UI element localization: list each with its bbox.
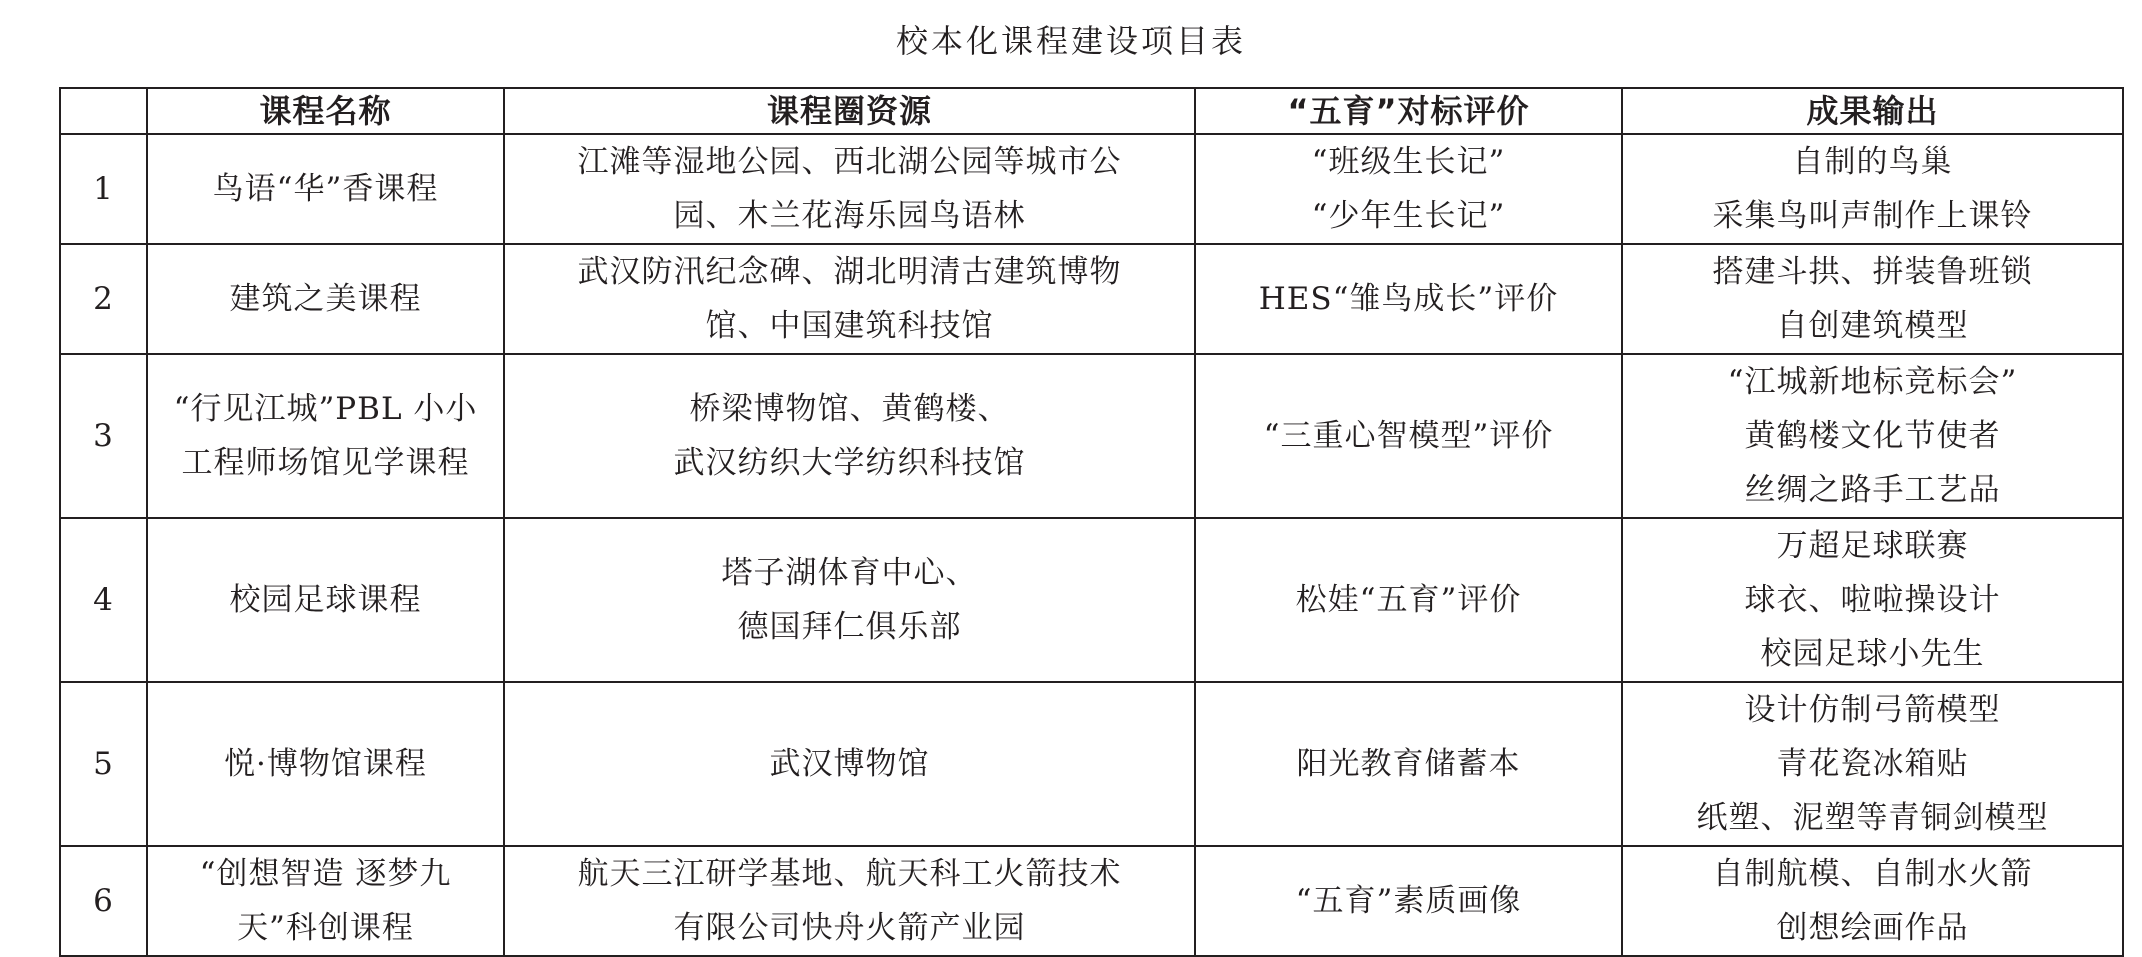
resources-line: 馆、中国建筑科技馆 <box>705 308 994 344</box>
table-row <box>60 244 2123 354</box>
course-name-cell <box>147 518 504 682</box>
resources-line: 有限公司快舟火箭产业园 <box>673 910 1026 946</box>
evaluation-cell <box>1195 846 1622 956</box>
resources-cell <box>504 846 1195 956</box>
table-row <box>60 518 2123 682</box>
header-resources: 课程圈资源 <box>504 88 1195 134</box>
output-line: 创想绘画作品 <box>1776 910 1969 946</box>
output-line: 校园足球小先生 <box>1760 636 1985 672</box>
header-course-name: 课程名称 <box>147 88 504 134</box>
resources-line: 航天三江研学基地、航天科工火箭技术 <box>577 856 1122 892</box>
resources-cell <box>504 682 1195 846</box>
output-line: 自制航模、自制水火箭 <box>1712 856 2033 892</box>
row-number: 3 <box>60 354 147 518</box>
resources-line: 塔子湖体育中心、 <box>721 555 978 591</box>
resources-cell <box>504 134 1195 244</box>
output-line: 黄鹤楼文化节使者 <box>1744 418 2001 454</box>
evaluation-line: HES“雏鸟成长”评价 <box>1258 281 1559 317</box>
evaluation-line: “五育”素质画像 <box>1295 883 1522 919</box>
row-number: 5 <box>60 682 147 846</box>
resources-line: 桥梁博物馆、黄鹤楼、 <box>689 391 1010 427</box>
page-title: 校本化课程建设项目表 <box>895 22 1246 60</box>
course-name-cell <box>147 134 504 244</box>
output-line: 设计仿制弓箭模型 <box>1744 692 2001 728</box>
course-name-line: 天”科创课程 <box>237 910 414 946</box>
table-header-row <box>60 88 2123 134</box>
output-line: 自制的鸟巢 <box>1792 144 1953 180</box>
output-line: 万超足球联赛 <box>1776 528 1969 564</box>
resources-cell <box>504 518 1195 682</box>
table-row <box>60 682 2123 846</box>
output-line: 采集鸟叫声制作上课铃 <box>1712 198 2033 234</box>
output-line: 自创建筑模型 <box>1776 308 1969 344</box>
resources-line: 武汉博物馆 <box>769 746 930 782</box>
table-row <box>60 134 2123 244</box>
evaluation-line: “少年生长记” <box>1311 198 1506 234</box>
output-line: 搭建斗拱、拼装鲁班锁 <box>1712 254 2033 290</box>
output-line: 青花瓷冰箱贴 <box>1776 746 1969 782</box>
header-evaluation: “五育”对标评价 <box>1195 88 1622 134</box>
evaluation-cell <box>1195 518 1622 682</box>
evaluation-cell <box>1195 354 1622 518</box>
course-name-cell <box>147 682 504 846</box>
output-line: 纸塑、泥塑等青铜剑模型 <box>1696 800 2049 836</box>
outputs-cell <box>1622 846 2123 956</box>
resources-line: 德国拜仁俱乐部 <box>737 609 962 645</box>
course-name-line: 工程师场馆见学课程 <box>181 445 470 481</box>
course-name-cell <box>147 354 504 518</box>
header-outputs: 成果输出 <box>1622 88 2123 134</box>
evaluation-cell <box>1195 244 1622 354</box>
resources-line: 江滩等湿地公园、西北湖公园等城市公 <box>577 144 1122 180</box>
row-number: 4 <box>60 518 147 682</box>
evaluation-line: “三重心智模型”评价 <box>1263 418 1554 454</box>
course-table <box>59 87 2124 957</box>
course-name-cell <box>147 846 504 956</box>
header-index <box>60 88 147 134</box>
outputs-cell <box>1622 682 2123 846</box>
row-number: 1 <box>60 134 147 244</box>
course-name-cell <box>147 244 504 354</box>
table-row <box>60 354 2123 518</box>
row-number: 6 <box>60 846 147 956</box>
evaluation-line: “班级生长记” <box>1311 144 1506 180</box>
course-name-line: 悦·博物馆课程 <box>224 746 427 782</box>
resources-line: 武汉防汛纪念碑、湖北明清古建筑博物 <box>577 254 1122 290</box>
table-row <box>60 846 2123 956</box>
outputs-cell <box>1622 134 2123 244</box>
evaluation-line: 阳光教育储蓄本 <box>1296 746 1521 782</box>
course-name-line: “创想智造 逐梦九 <box>199 856 452 892</box>
resources-line: 武汉纺织大学纺织科技馆 <box>673 445 1026 481</box>
course-name-line: 鸟语“华”香课程 <box>212 171 439 207</box>
evaluation-line: 松娃“五育”评价 <box>1295 582 1522 618</box>
resources-cell <box>504 244 1195 354</box>
course-name-line: “行见江城”PBL 小小 <box>173 391 478 427</box>
outputs-cell <box>1622 244 2123 354</box>
course-name-line: 建筑之美课程 <box>229 281 422 317</box>
resources-cell <box>504 354 1195 518</box>
evaluation-cell <box>1195 682 1622 846</box>
output-line: 丝绸之路手工艺品 <box>1744 472 2001 508</box>
course-name-line: 校园足球课程 <box>229 582 422 618</box>
outputs-cell <box>1622 354 2123 518</box>
row-number: 2 <box>60 244 147 354</box>
outputs-cell <box>1622 518 2123 682</box>
output-line: 球衣、啦啦操设计 <box>1744 582 2001 618</box>
evaluation-cell <box>1195 134 1622 244</box>
output-line: “江城新地标竞标会” <box>1727 364 2018 400</box>
resources-line: 园、木兰花海乐园鸟语林 <box>673 198 1026 234</box>
